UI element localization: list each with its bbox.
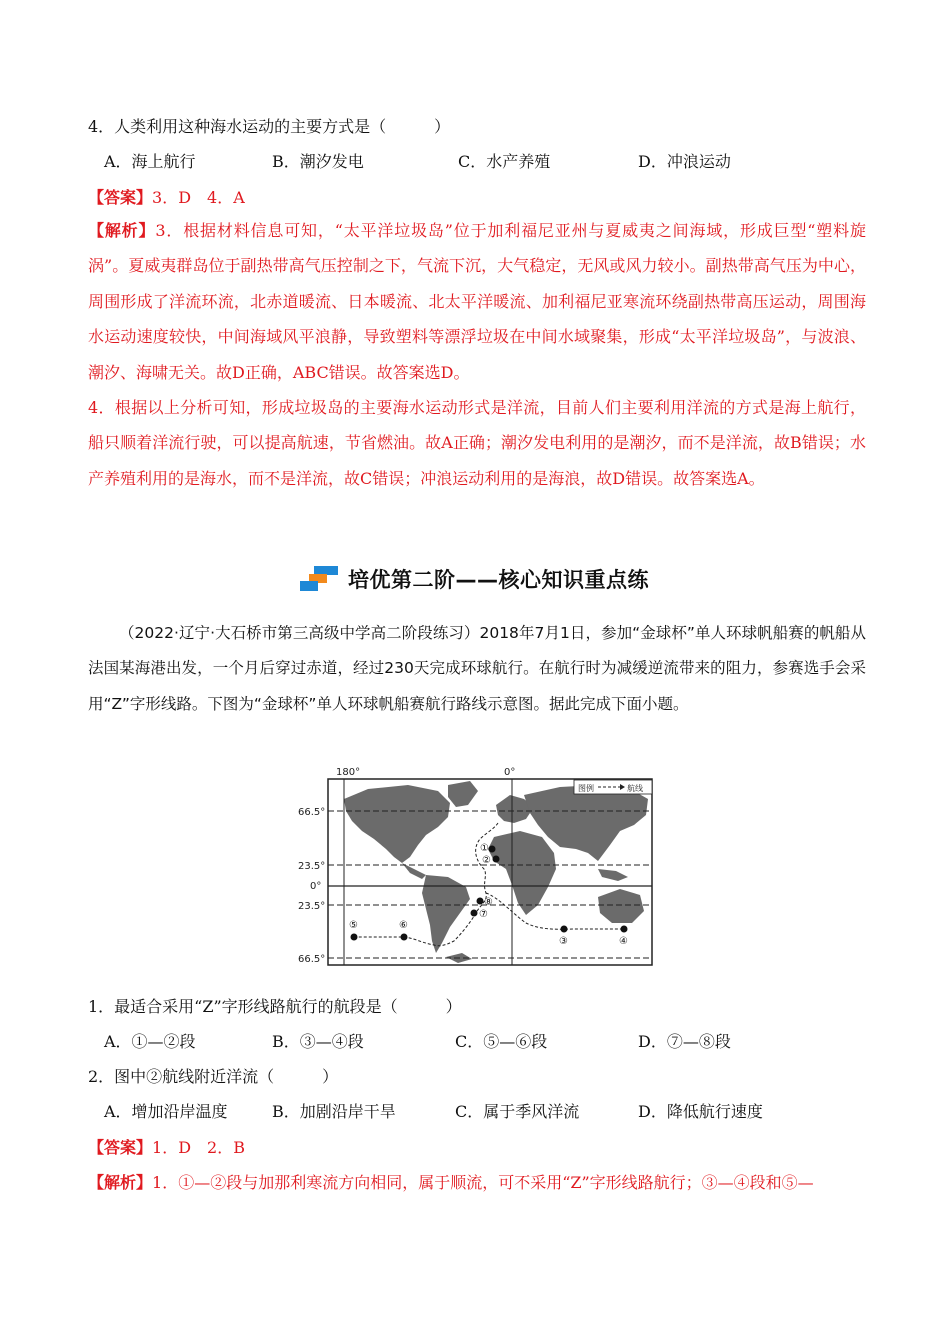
route-label-5: ⑤ [349,920,358,931]
section-heading [300,563,649,595]
route-point-6 [401,934,408,941]
q1-option-a: A．①—②段 [104,1032,196,1051]
lat-label-0: 0° [310,881,322,892]
answer-block-1 [88,188,868,208]
analysis-label: 【解析】 [88,1173,153,1192]
route-label-7: ⑦ [479,909,488,920]
q2-option-b: B．加剧沿岸干旱 [272,1102,396,1121]
section-title: 培优第二阶——核心知识重点练 [348,568,649,592]
question-2-stem: 2．图中②航线附近洋流（ ） [88,1067,339,1086]
q1-option-c: C．⑤—⑥段 [455,1032,548,1051]
lat-label-23n: 23.5° [298,861,326,872]
lat-label-66s: 66.5° [298,954,326,965]
lat-label-66n: 66.5° [298,807,326,818]
route-point-2 [493,856,500,863]
sailing-route-map [298,765,654,967]
map-legend [574,780,652,794]
legend-title: 图例 [578,784,594,793]
route-label-6: ⑥ [399,920,408,931]
q1-option-b: B．③—④段 [272,1032,364,1051]
q2-option-c: C．属于季风洋流 [455,1102,580,1121]
lat-label-23s: 23.5° [298,901,326,912]
analysis-paragraph-3 [88,213,866,390]
answer-label: 【答案】 [88,1138,153,1157]
q1-option-d: D．⑦—⑧段 [638,1032,731,1051]
legend-route: 航线 [627,784,643,793]
question-1-stem: 1．最适合采用“Z”字形线路航行的航段是（ ） [88,997,462,1016]
answer-text: 3．D 4．A [152,188,245,207]
q2-option-a: A．增加沿岸温度 [104,1102,228,1121]
route-label-4: ④ [619,936,628,947]
route-point-5 [351,934,358,941]
section-heading-icon [300,566,338,592]
answer-block-2 [88,1138,868,1158]
q4-option-a: A．海上航行 [104,152,196,171]
q4-option-d: D．冲浪运动 [638,152,731,171]
route-point-8 [477,898,484,905]
analysis-block-2 [88,1173,868,1193]
route-label-1: ① [480,843,489,854]
analysis-label: 【解析】 [88,221,156,240]
route-point-4 [621,926,628,933]
route-label-3: ③ [559,936,568,947]
q4-option-b: B．潮汐发电 [272,152,364,171]
answer-text: 1．D 2．B [152,1138,245,1157]
answer-label: 【答案】 [88,188,153,207]
analysis-1-text: 1．①—②段与加那利寒流方向相同，属于顺流，可不采用“Z”字形线路航行；③—④段和⑤— [152,1173,814,1192]
analysis-3-text: 3．根据材料信息可知，“太平洋垃圾岛”位于加利福尼亚州与夏威夷之间海域，形成巨型“塑料旋涡”。夏威夷群岛位于副热带高气压控制之下，气流下沉，大气稳定，无风或风力较小。副热带高气压为中心，周围形成了洋流环流，北赤道暖流、日本暖流、北太平洋暖流、加利福尼亚寒流环绕副热带高压运动，周围海水运动速度较快，中间海域风平浪静，导致塑料等漂浮垃圾在中间水域聚集，形成“太平洋垃圾岛”，与波浪、潮汐、海啸无关。故D正确，ABC错误。故答案选D。 [88,221,866,382]
q2-option-d: D．降低航行速度 [638,1102,763,1121]
route-point-3 [561,926,568,933]
question-4-stem: 4．人类利用这种海水运动的主要方式是（ ） [88,117,451,136]
lon-label-0: 0° [504,767,516,778]
q4-option-c: C．水产养殖 [458,152,551,171]
route-point-1 [489,846,496,853]
material-intro: （2022·辽宁·大石桥市第三高级中学高二阶段练习）2018年7月1日，参加“金球杯”单人环球帆船赛的帆船从法国某海港出发，一个月后穿过赤道，经过230天完成环球航行。在航行时为减缓逆流带来的阻力，参赛选手会采用“Z”字形线路。下图为“金球杯”单人环球帆船赛航行路线示意图。据此完成下面小题。 [88,624,866,713]
route-label-8: ⑧ [484,897,493,908]
route-label-2: ② [482,855,491,866]
lon-label-180: 180° [336,767,361,778]
route-point-7 [471,910,478,917]
analysis-paragraph-4: 4．根据以上分析可知，形成垃圾岛的主要海水运动形式是洋流，目前人们主要利用洋流的方式是海上航行，船只顺着洋流行驶，可以提高航速，节省燃油。故A正确；潮汐发电利用的是潮汐，而不是洋流，故B错误；水产养殖利用的是海水，而不是洋流，故C错误；冲浪运动利用的是海浪，故D错误。故答案选A。 [88,398,866,488]
